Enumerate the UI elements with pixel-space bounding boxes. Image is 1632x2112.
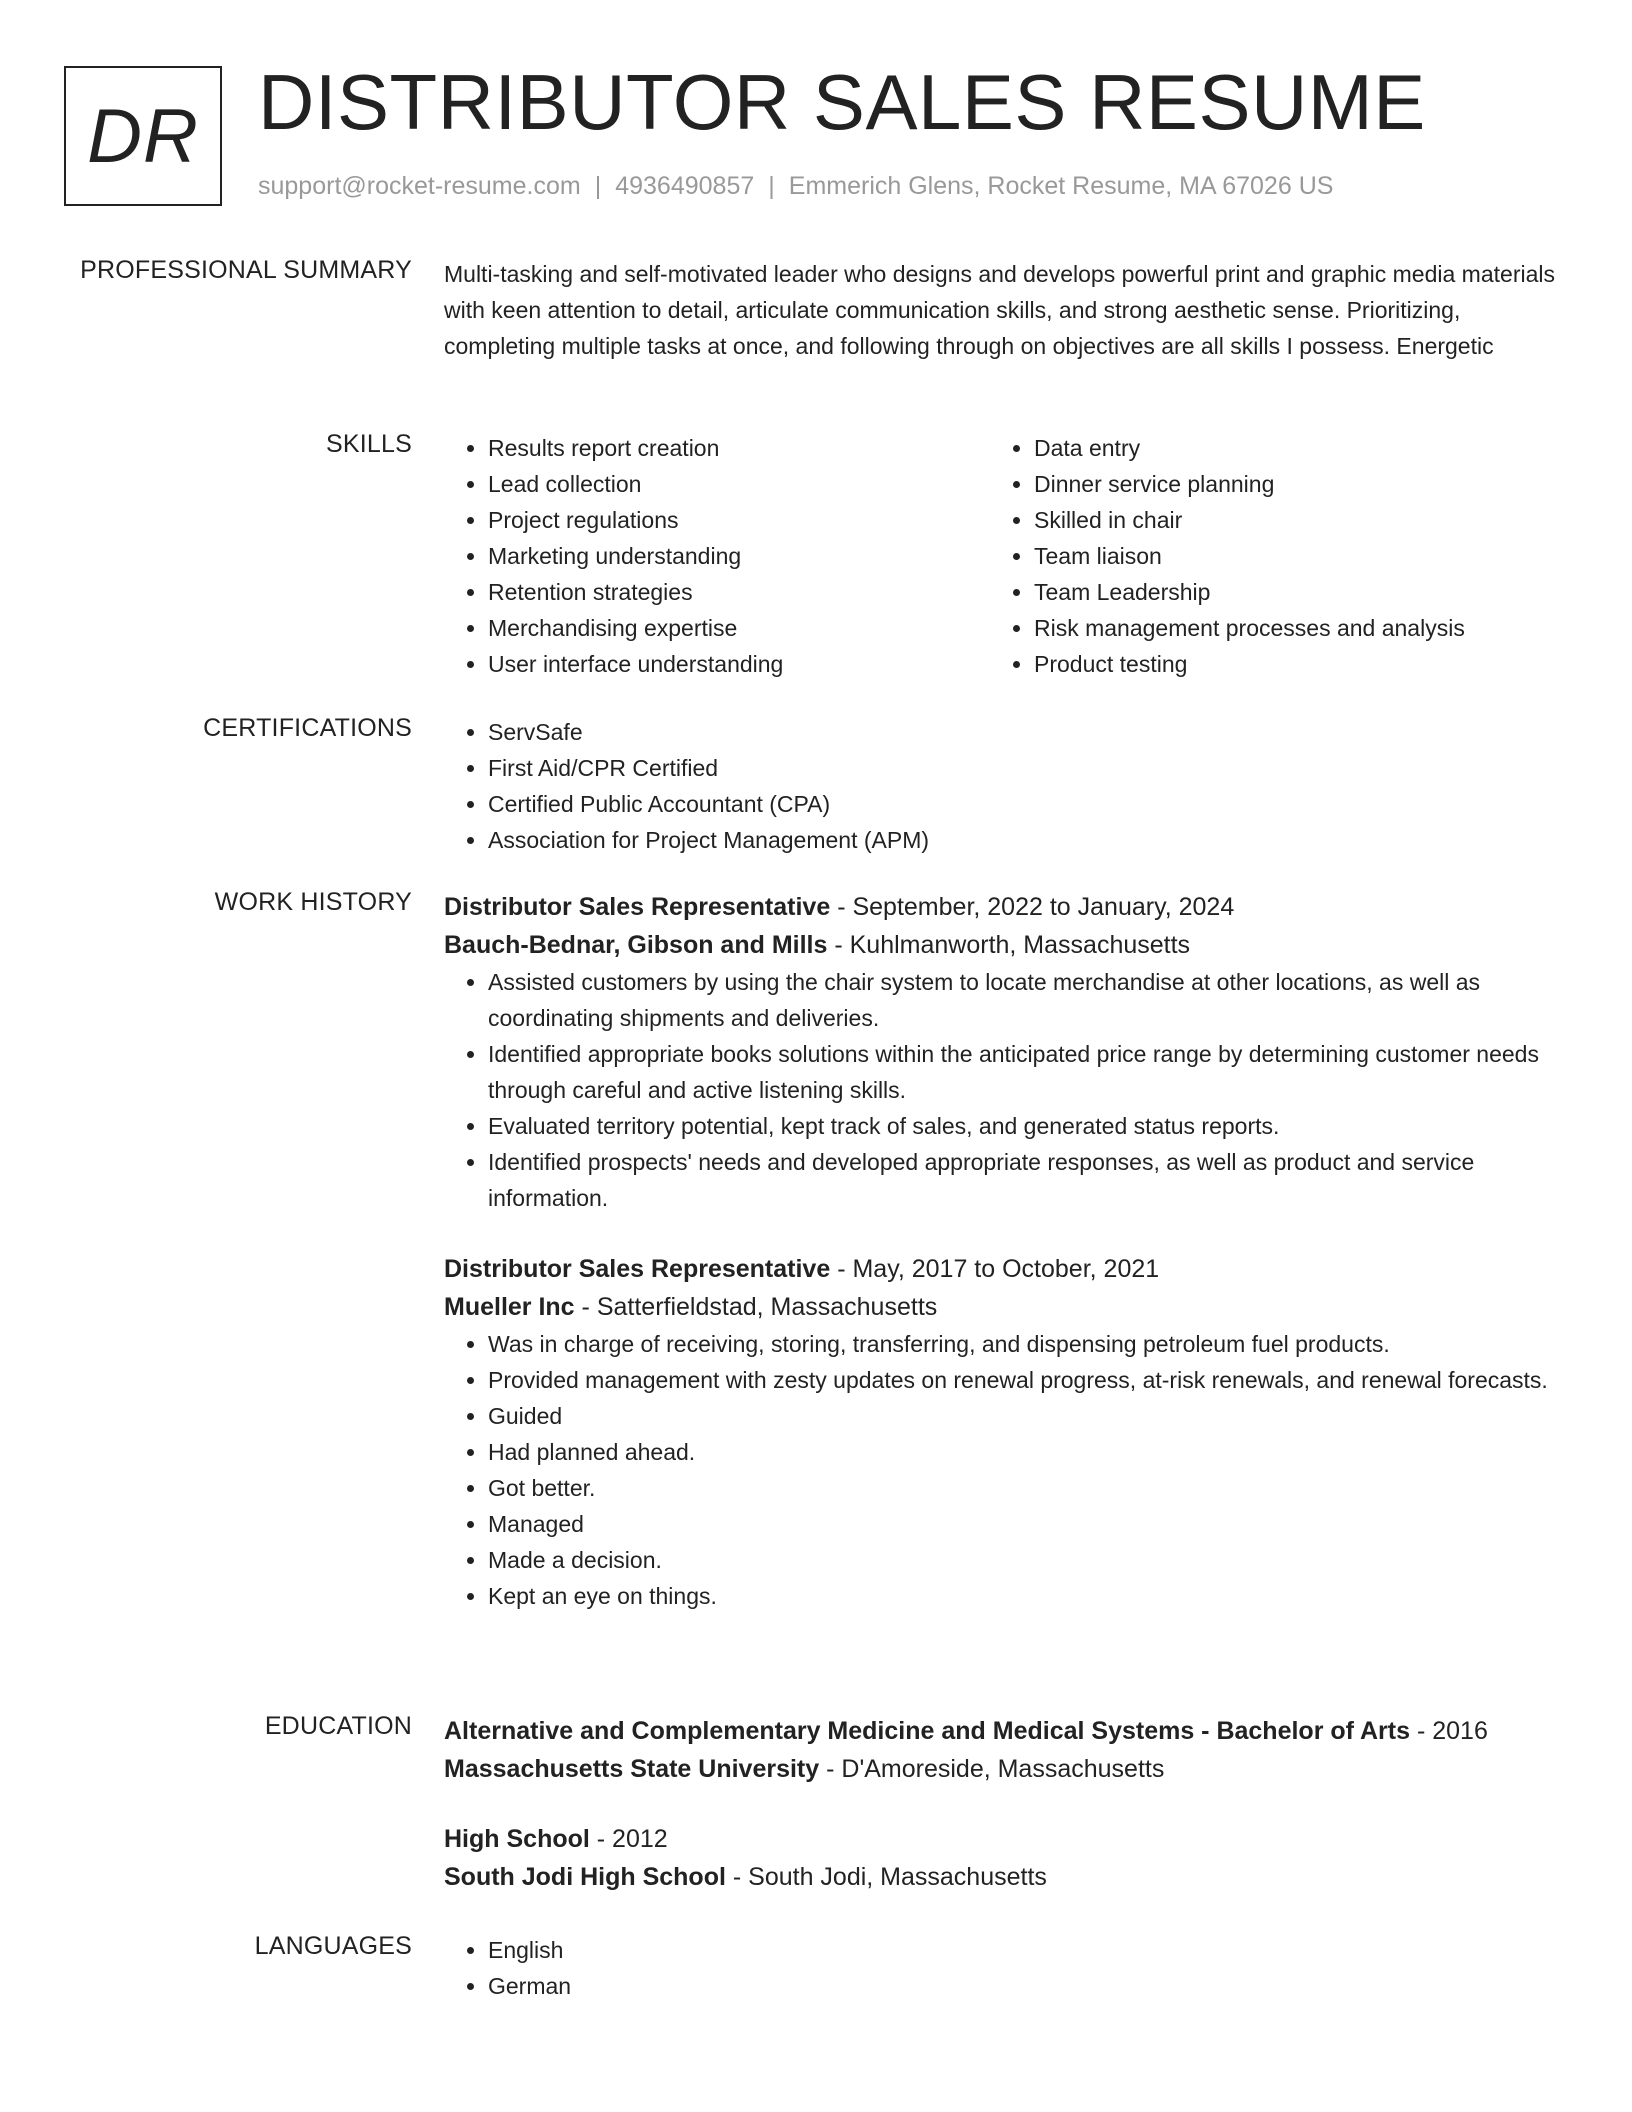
list-item: • Risk management processes and analysis [1034, 610, 1536, 646]
list-item: • Product testing [1034, 646, 1536, 682]
summary-text: Multi-tasking and self-motivated leader who designs and develops powerful print and graphic media materials with keen attention to detail, articulate communication skills, and strong aesthetic sense. Prioritizing, completing multiple tasks at once, and following through on objectives are all skills I possess. Energetic [444, 261, 1555, 359]
skills-list-right [990, 430, 1536, 682]
list-item: • Managed [488, 1506, 1558, 1542]
list-item: • Data entry [1034, 430, 1536, 466]
list-item: • Merchandising expertise [488, 610, 990, 646]
job-entry [444, 888, 1558, 1216]
job-bullets [444, 1326, 1558, 1614]
job-location: - Kuhlmanworth, Massachusetts [834, 931, 1191, 959]
education-school-line [444, 1858, 1558, 1896]
job-location: - Satterfieldstad, Massachusetts [581, 1293, 938, 1321]
job-title-line [444, 888, 1558, 926]
section-label: WORK HISTORY [214, 888, 412, 916]
list-item: • Identified prospects' needs and developed appropriate responses, as well as product and service information. [488, 1144, 1558, 1216]
list-item: • First Aid/CPR Certified [488, 750, 1558, 786]
contact-email[interactable]: support@rocket-resume.com [258, 172, 581, 200]
list-item: • Results report creation [488, 430, 990, 466]
job-title: Distributor Sales Representative [444, 893, 831, 921]
job-company: Bauch-Bednar, Gibson and Mills [444, 931, 828, 959]
contact-phone[interactable]: 4936490857 [615, 172, 755, 200]
job-title: Distributor Sales Representative [444, 1255, 831, 1283]
job-bullets [444, 964, 1558, 1216]
job-entry [444, 1250, 1558, 1614]
section-label: PROFESSIONAL SUMMARY [80, 256, 412, 284]
education-location: - South Jodi, Massachusetts [732, 1863, 1047, 1891]
list-item: • German [488, 1968, 1558, 2004]
list-item: • Identified appropriate books solutions within the anticipated price range by determining customer needs through careful and active listening skills. [488, 1036, 1558, 1108]
job-dates: - May, 2017 to October, 2021 [837, 1255, 1160, 1283]
job-company-line [444, 1288, 1558, 1326]
contact-separator: | [594, 172, 602, 200]
education-degree-line [444, 1820, 1558, 1858]
education-entry [444, 1820, 1558, 1896]
education-school-line [444, 1750, 1558, 1788]
list-item: • Made a decision. [488, 1542, 1558, 1578]
list-item: • Guided [488, 1398, 1558, 1434]
section-label: LANGUAGES [254, 1932, 412, 1960]
list-item: • English [488, 1932, 1558, 1968]
education-degree: High School [444, 1825, 590, 1853]
monogram: DR [64, 66, 222, 206]
list-item: • Was in charge of receiving, storing, transferring, and dispensing petroleum fuel products. [488, 1326, 1558, 1362]
job-dates: - September, 2022 to January, 2024 [837, 893, 1235, 921]
list-item: • Team liaison [1034, 538, 1536, 574]
languages-list [444, 1932, 1558, 2004]
section-label: EDUCATION [264, 1712, 412, 1740]
certifications-list [444, 714, 1558, 858]
education-entry [444, 1712, 1558, 1788]
list-item: • Project regulations [488, 502, 990, 538]
list-item: • Evaluated territory potential, kept track of sales, and generated status reports. [488, 1108, 1558, 1144]
list-item: • Skilled in chair [1034, 502, 1536, 538]
list-item: • Got better. [488, 1470, 1558, 1506]
contact-separator: | [768, 172, 775, 200]
list-item: • Certified Public Accountant (CPA) [488, 786, 1558, 822]
list-item: • Provided management with zesty updates on renewal progress, at-risk renewals, and renewal forecasts. [488, 1362, 1558, 1398]
contact-address: Emmerich Glens, Rocket Resume, MA 67026 US [788, 172, 1334, 200]
list-item: • User interface understanding [488, 646, 990, 682]
page-title: DISTRIBUTOR SALES RESUME [258, 58, 1426, 146]
list-item: • Lead collection [488, 466, 990, 502]
list-item: • Kept an eye on things. [488, 1578, 1558, 1614]
list-item: • Dinner service planning [1034, 466, 1536, 502]
education-school: Massachusetts State University [444, 1755, 820, 1783]
list-item: • ServSafe [488, 714, 1558, 750]
education-degree-line [444, 1712, 1558, 1750]
section-label: CERTIFICATIONS [203, 714, 412, 742]
contact-line [258, 172, 1333, 201]
list-item: • Marketing understanding [488, 538, 990, 574]
list-item: • Association for Project Management (APM) [488, 822, 1558, 858]
education-year: - 2016 [1416, 1717, 1488, 1745]
list-item: • Had planned ahead. [488, 1434, 1558, 1470]
list-item: • Assisted customers by using the chair system to locate merchandise at other locations, as well as coordinating shipments and deliveries. [488, 964, 1558, 1036]
education-school: South Jodi High School [444, 1863, 726, 1891]
skills-list-left [444, 430, 990, 682]
list-item: • Retention strategies [488, 574, 990, 610]
education-location: - D'Amoreside, Massachusetts [826, 1755, 1165, 1783]
list-item: • Team Leadership [1034, 574, 1536, 610]
education-degree: Alternative and Complementary Medicine and Medical Systems - Bachelor of Arts [444, 1717, 1411, 1745]
education-year: - 2012 [596, 1825, 668, 1853]
section-label: SKILLS [326, 430, 412, 458]
job-company-line [444, 926, 1558, 964]
job-company: Mueller Inc [444, 1293, 575, 1321]
job-title-line [444, 1250, 1558, 1288]
